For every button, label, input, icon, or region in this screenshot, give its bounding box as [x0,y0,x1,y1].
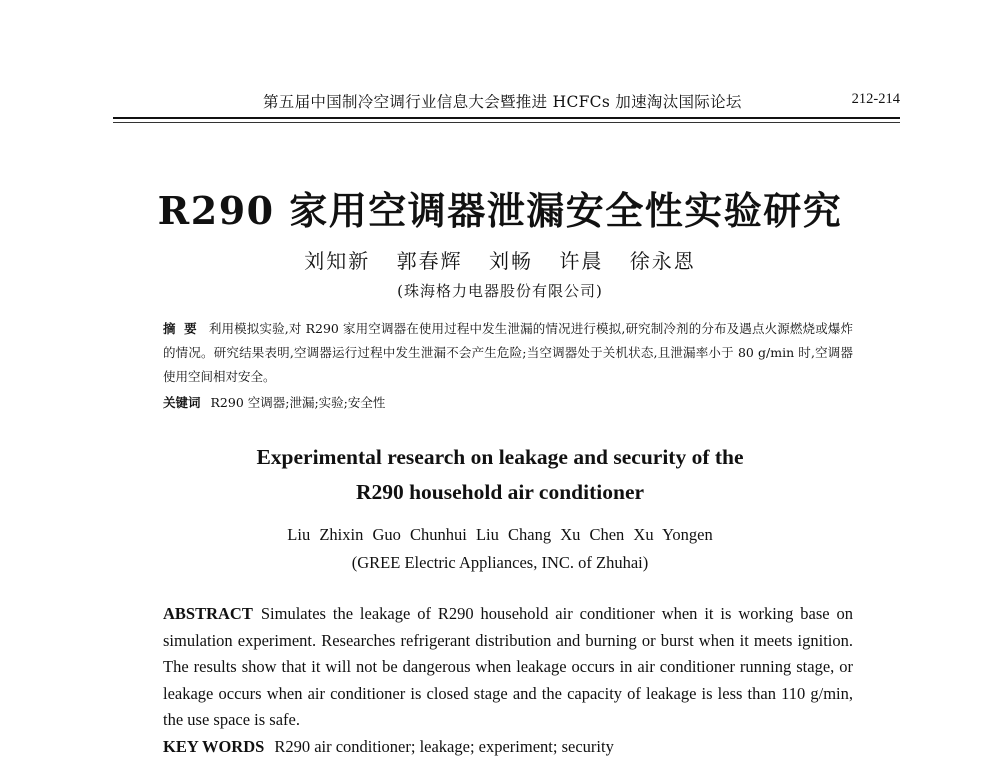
chinese-authors [0,245,1000,274]
page-range: 212-214 [851,91,900,107]
english-abstract-text: Simulates the leakage of R290 household air conditioner when it is working base on simulation experiment. Researches refrigerant distribution and burning or burst when it meets ignition. The results show that it will not be dangerous when leakage occurs in air conditioner running stage, or leakage occurs when air conditioner is closed stage and the capacity of leakage is less than 110 g/min, the use space is safe. [163,604,853,729]
english-abstract-label: ABSTRACT [163,604,253,623]
author-cn: 许晨 [559,249,604,273]
author-cn: 徐永恩 [629,249,696,273]
chinese-affiliation: (珠海格力电器股份有限公司) [397,282,603,300]
english-title [0,440,1000,510]
english-abstract [163,601,853,734]
running-header [113,88,900,118]
chinese-keywords [163,393,853,413]
chinese-keywords-label: 关键词 [163,395,201,410]
author-cn: 郭春辉 [396,249,463,273]
english-keywords [163,737,863,757]
header-rule-thick [113,117,900,119]
conference-title: 第五届中国制冷空调行业信息大会暨推进 HCFCs 加速淘汰国际论坛 [263,93,742,111]
chinese-keywords-text: R290 空调器;泄漏;实验;安全性 [210,395,386,410]
chinese-abstract [163,317,853,389]
english-title-line-2: R290 household air conditioner [355,480,645,504]
english-title-line-1: Experimental research on leakage and security of the [256,445,744,469]
author-cn: 刘畅 [489,249,533,273]
chinese-abstract-text: 利用模拟实验,对 R290 家用空调器在使用过程中发生泄漏的情况进行模拟,研究制冷剂的分布及遇点火源燃烧或爆炸的情况。研究结果表明,空调器运行过程中发生泄漏不会产生危险;当空调器处于关机状态,且泄漏率小于 80 g/min 时,空调器使用空间相对安全。 [163,321,853,384]
header-rule-thin [113,122,900,123]
author-cn: 刘知新 [304,249,371,273]
english-affiliation: (GREE Electric Appliances, INC. of Zhuhai) [351,553,649,572]
english-keywords-text: R290 air conditioner; leakage; experiment; security [274,737,614,756]
chinese-title: R290 家用空调器泄漏安全性实验研究 [157,188,843,233]
chinese-abstract-label: 摘 要 [163,321,199,336]
english-keywords-label: KEY WORDS [163,737,265,756]
english-authors: Liu Zhixin Guo Chunhui Liu Chang Xu Chen Xu Yongen [287,525,713,544]
